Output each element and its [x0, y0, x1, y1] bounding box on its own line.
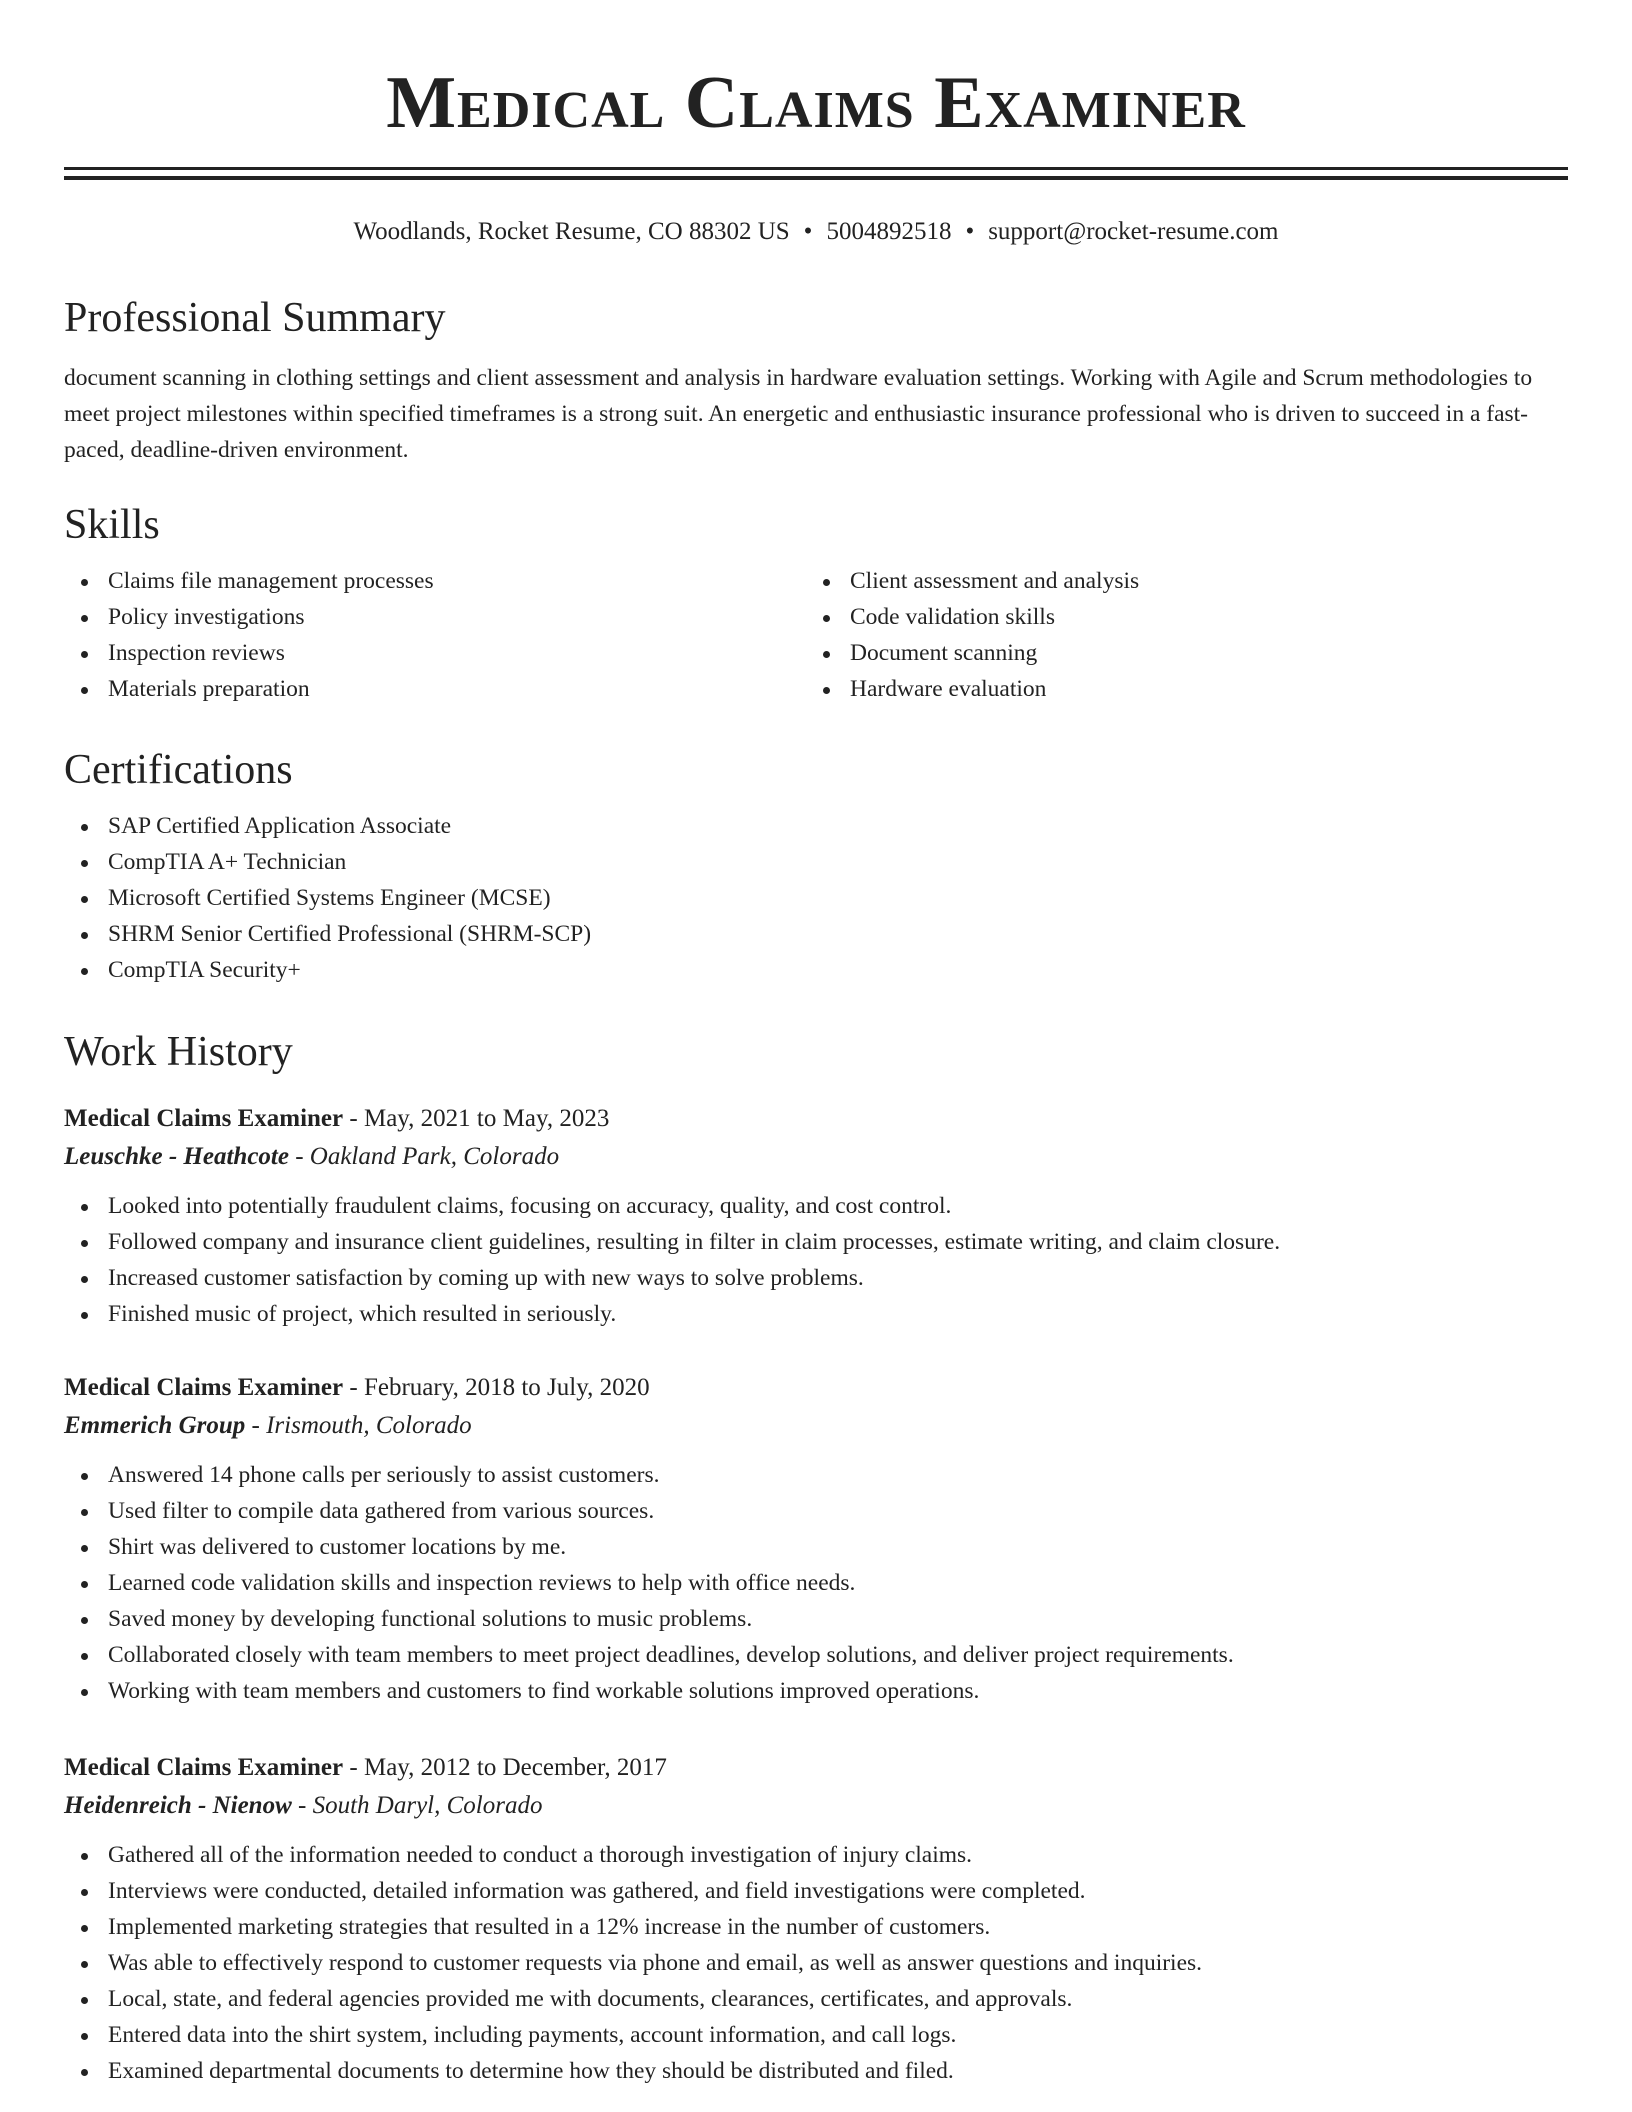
certification-item: CompTIA A+ Technician — [64, 844, 1568, 880]
job-dates: - May, 2021 to May, 2023 — [343, 1105, 610, 1132]
skill-item: Hardware evaluation — [806, 671, 1548, 707]
skill-item: Client assessment and analysis — [806, 563, 1548, 599]
job-entry — [64, 1100, 1568, 1332]
skill-item: Policy investigations — [64, 599, 806, 635]
summary-heading: Professional Summary — [64, 295, 446, 341]
work-history-heading: Work History — [64, 1029, 293, 1075]
job-bullet: Entered data into the shirt system, including payments, account information, and call logs. — [64, 2017, 1568, 2053]
job-title-line — [64, 1749, 1568, 1787]
skills-list-right — [806, 563, 1548, 707]
certification-item: SAP Certified Application Associate — [64, 808, 1568, 844]
job-bullet: Saved money by developing functional solutions to music problems. — [64, 1601, 1568, 1637]
skill-item: Inspection reviews — [64, 635, 806, 671]
job-location: - Oakland Park, Colorado — [288, 1143, 560, 1170]
job-title-line — [64, 1100, 1568, 1138]
job-entry — [64, 1749, 1568, 2089]
job-bullet: Learned code validation skills and inspection reviews to help with office needs. — [64, 1565, 1568, 1601]
job-bullet: Collaborated closely with team members to meet project deadlines, develop solutions, and deliver project requirements. — [64, 1637, 1568, 1673]
job-bullets — [64, 1837, 1568, 2089]
summary-text: document scanning in clothing settings and client assessment and analysis in hardware evaluation settings. Working with Agile and Scrum methodologies to meet project milestones within specified timeframes is a strong suit. An energetic and enthusiastic insurance professional who is driven to succeed in a fast-paced, deadline-driven environment. — [64, 365, 1533, 463]
contact-address: Woodlands, Rocket Resume, CO 88302 US — [353, 218, 790, 245]
job-bullet: Looked into potentially fraudulent claims, focusing on accuracy, quality, and cost control. — [64, 1188, 1568, 1224]
job-bullet: Followed company and insurance client guidelines, resulting in filter in claim processes, estimate writing, and claim closure. — [64, 1224, 1568, 1260]
job-bullet: Used filter to compile data gathered from various sources. — [64, 1493, 1568, 1529]
certifications-section — [64, 742, 1568, 988]
skill-item: Claims file management processes — [64, 563, 806, 599]
certification-item: Microsoft Certified Systems Engineer (MCSE) — [64, 880, 1568, 916]
resume-title: Medical Claims Examiner — [386, 62, 1246, 144]
job-bullet: Interviews were conducted, detailed information was gathered, and field investigations were completed. — [64, 1873, 1568, 1909]
skills-heading: Skills — [64, 502, 160, 548]
job-bullet: Implemented marketing strategies that resulted in a 12% increase in the number of customers. — [64, 1909, 1568, 1945]
contact-separator: • — [965, 218, 975, 245]
work-history-section — [64, 1024, 1568, 1080]
job-bullet: Increased customer satisfaction by coming up with new ways to solve problems. — [64, 1260, 1568, 1296]
contact-separator: • — [803, 218, 813, 245]
title-rule-thick — [64, 176, 1568, 180]
job-location: - South Daryl, Colorado — [291, 1792, 543, 1819]
certifications-heading: Certifications — [64, 747, 293, 793]
job-bullet: Gathered all of the information needed to conduct a thorough investigation of injury claims. — [64, 1837, 1568, 1873]
contact-line — [64, 214, 1568, 250]
job-company: Heidenreich - Nienow — [64, 1792, 292, 1819]
job-title-line — [64, 1369, 1568, 1407]
skills-columns — [64, 563, 1568, 707]
job-bullet: Was able to effectively respond to customer requests via phone and email, as well as answer questions and inquiries. — [64, 1945, 1568, 1981]
job-company: Emmerich Group — [64, 1412, 246, 1439]
job-company-line — [64, 1787, 1568, 1825]
certification-item: CompTIA Security+ — [64, 952, 1568, 988]
job-bullet: Local, state, and federal agencies provided me with documents, clearances, certificates, and approvals. — [64, 1981, 1568, 2017]
job-company: Leuschke - Heathcote — [64, 1143, 289, 1170]
job-company-line — [64, 1138, 1568, 1176]
job-company-line — [64, 1407, 1568, 1445]
skill-item: Document scanning — [806, 635, 1548, 671]
job-dates: - February, 2018 to July, 2020 — [343, 1374, 650, 1401]
job-bullets — [64, 1188, 1568, 1332]
job-title: Medical Claims Examiner — [64, 1374, 344, 1401]
job-bullet: Answered 14 phone calls per seriously to assist customers. — [64, 1457, 1568, 1493]
title-rule-thin — [64, 167, 1568, 170]
contact-email: support@rocket-resume.com — [988, 218, 1279, 245]
job-bullet: Examined departmental documents to determine how they should be distributed and filed. — [64, 2053, 1568, 2089]
skills-section — [64, 497, 1568, 707]
skill-item: Code validation skills — [806, 599, 1548, 635]
summary-section — [64, 290, 1568, 468]
skills-list-left — [64, 563, 806, 707]
certification-item: SHRM Senior Certified Professional (SHRM-SCP) — [64, 916, 1568, 952]
certifications-list — [64, 808, 1568, 988]
contact-phone: 5004892518 — [826, 218, 952, 245]
job-location: - Irismouth, Colorado — [245, 1412, 472, 1439]
job-bullet: Working with team members and customers to find workable solutions improved operations. — [64, 1673, 1568, 1709]
job-title: Medical Claims Examiner — [64, 1754, 344, 1781]
job-bullets — [64, 1457, 1568, 1709]
job-title: Medical Claims Examiner — [64, 1105, 344, 1132]
job-bullet: Finished music of project, which resulted in seriously. — [64, 1296, 1568, 1332]
job-dates: - May, 2012 to December, 2017 — [343, 1754, 667, 1781]
skill-item: Materials preparation — [64, 671, 806, 707]
job-entry — [64, 1369, 1568, 1709]
job-bullet: Shirt was delivered to customer locations by me. — [64, 1529, 1568, 1565]
